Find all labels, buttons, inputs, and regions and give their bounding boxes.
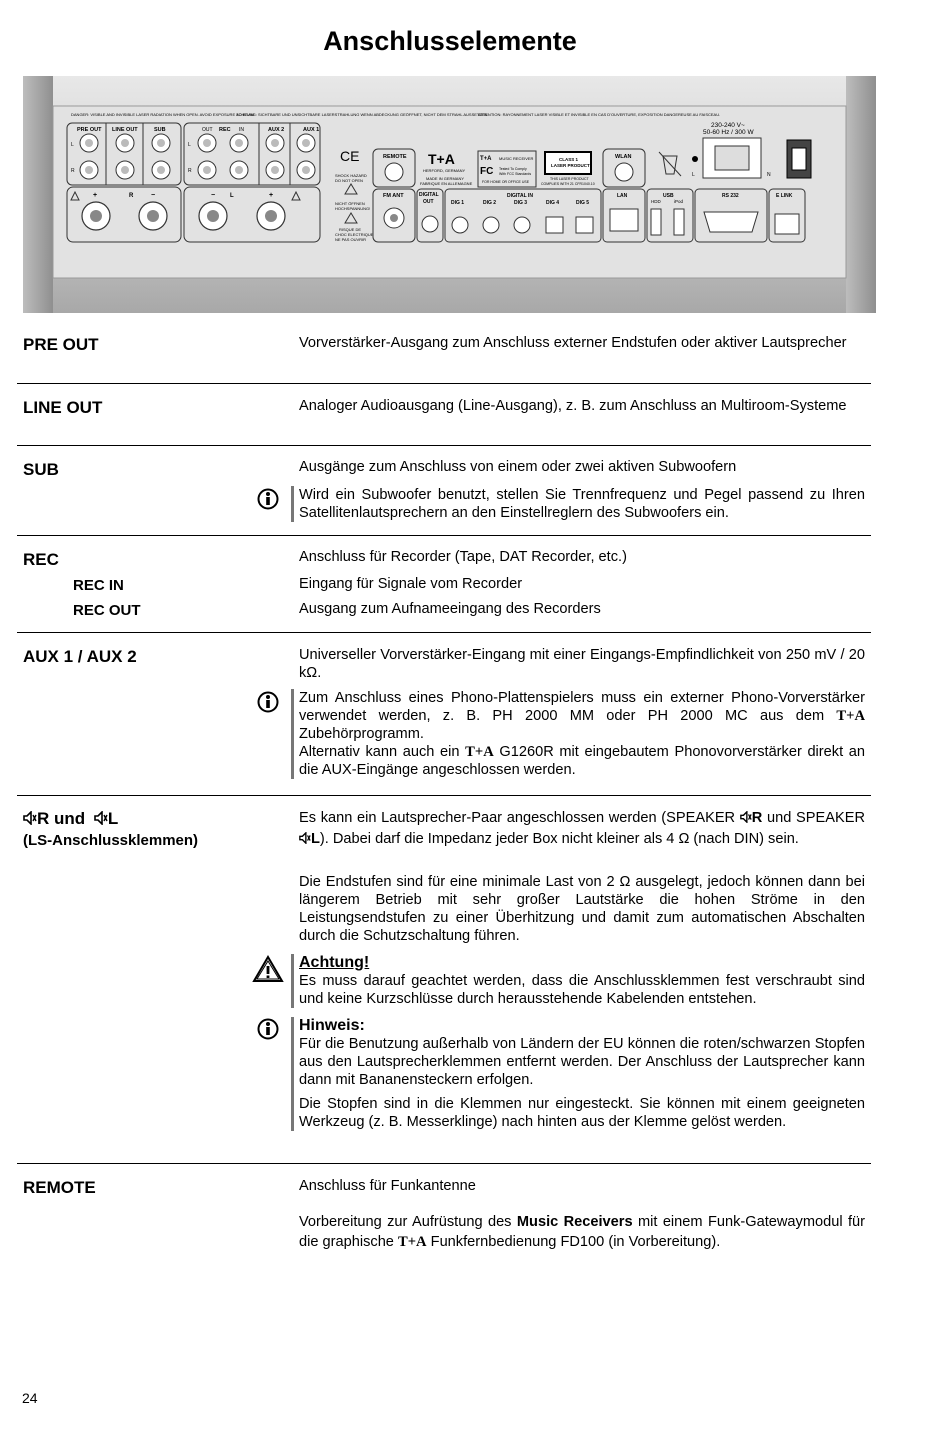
- section-text-pre-out: Vorverstärker-Ausgang zum Anschluss externer Endstufen oder aktiver Lautsprecher: [299, 335, 847, 351]
- page-number: 24: [22, 1390, 38, 1406]
- sub-panel-label: SUB: [154, 127, 166, 133]
- speaker-icon: [299, 832, 311, 844]
- channel-r-rec: R: [188, 168, 192, 174]
- remote-panel-label: REMOTE: [383, 154, 407, 160]
- digital-in-label: DIGITAL IN: [507, 193, 533, 199]
- mains-voltage: 230-240 V~: [711, 122, 745, 129]
- info-icon: [257, 1018, 279, 1040]
- mains-n: N: [767, 172, 771, 178]
- warning-text: Es muss darauf geachtet werden, dass die Anschlussklemmen fest verschraubt sind und keine Kurzschlüsse durch herausstehende Kabelenden entstehen.: [299, 973, 865, 1007]
- dig4-label: DIG 4: [546, 200, 560, 206]
- page-title: Anschlusselemente: [323, 26, 577, 56]
- rs232-panel-label: RS 232: [722, 193, 739, 199]
- rec-out-label: REC OUT: [73, 602, 141, 619]
- section-label-speakers-sub: (LS-Anschlussklemmen): [23, 832, 199, 849]
- line-out-panel-label: LINE OUT: [112, 127, 138, 133]
- speakers-p1-a: Es kann ein Lautsprecher-Paar angeschlossen werden (SPEAKER: [299, 810, 736, 826]
- nicht-oeffnen-2: HOCHSPANNUNG!: [335, 206, 371, 211]
- remote-p2-c: Funkfernbedienung FD100 (in Vorbereitung).: [430, 1233, 721, 1250]
- warning-note: [291, 954, 865, 1008]
- speaker-icon: [23, 811, 37, 825]
- brand-logo: T+A: [465, 744, 494, 760]
- section-text-line-out: Analoger Audioausgang (Line-Ausgang), z. B. zum Anschluss an Multiroom-Systeme: [299, 398, 847, 414]
- section-text-sub: Ausgänge zum Anschluss von einem oder zwei aktiven Subwoofern: [299, 459, 737, 475]
- laser-comply-1: THIS LASER PRODUCT: [550, 177, 589, 181]
- dig1-label: DIG 1: [451, 200, 465, 206]
- warning-achtung: ACHTUNG: SICHTBARE UND UNSICHTBARE LASERSTRAHLUNG WENN ABDECKUNG GEÖFFNET, NICHT DEM STRAHL AUSSETZEN.: [236, 112, 489, 117]
- hint-p1: Für die Benutzung außerhalb von Ländern der EU können die roten/schwarzen Stopfen aus den Lautsprecherklemmen entfernt werden. Der Anschluss der Lautsprecher kann dann mit Bananensteckern erfolgen.: [299, 1036, 865, 1088]
- rec-in-panel-label: IN: [239, 127, 244, 133]
- remote-p2-bold: Music Receivers: [516, 1214, 633, 1230]
- shock-hazard-2: DO NOT OPEN: [335, 178, 363, 183]
- rec-in-label: REC IN: [73, 577, 124, 594]
- note-aux: [291, 689, 865, 779]
- digital-out-1: DIGITAL: [419, 192, 439, 198]
- divider: [17, 535, 871, 536]
- fcc-1: Tested To Comply: [499, 167, 527, 171]
- brand-logo: T+A: [836, 708, 865, 724]
- channel-r-left: R: [71, 168, 75, 174]
- hint-p2: Die Stopfen sind in die Klemmen nur eingesteckt. Sie können mit einem geeigneten Werkzeug (z. B. Messerklinge) nach hinten aus der Klemme gelöst werden.: [299, 1096, 865, 1130]
- section-label-speakers: [23, 809, 118, 829]
- note-aux-2-end: G1260R mit eingebautem Phonovorverstärker direkt an die AUX-Eingänge angeschlossen werden.: [299, 744, 865, 778]
- section-label-remote: REMOTE: [23, 1178, 96, 1197]
- elink-panel-label: E LINK: [776, 193, 793, 199]
- rec-in-text: Eingang für Signale vom Recorder: [299, 576, 523, 592]
- section-label-rec: REC: [23, 550, 59, 569]
- risque-2: CHOC ELECTRIQUE: [335, 232, 374, 237]
- warning-title: Achtung!: [299, 954, 370, 971]
- note-aux-1-end: Zubehörprogramm.: [299, 726, 424, 742]
- digital-out-2: OUT: [423, 199, 434, 205]
- channel-l-left: L: [71, 142, 74, 148]
- warning-danger: DANGER: VISIBLE AND INVISIBLE LASER RADIATION WHEN OPEN. AVOID EXPOSURE TO BEAM.: [71, 112, 256, 117]
- laser-comply-2: COMPLIES WITH 21 CFR1040.10: [541, 182, 595, 186]
- note-sub: Wird ein Subwoofer benutzt, stellen Sie Trennfrequenz und Pegel passend zu Ihren Satellitenlautsprechern an den Einstellreglern des Subwoofers ein.: [291, 486, 865, 522]
- speakers-p2: Die Endstufen sind für eine minimale Last von 2 Ω ausgelegt, jedoch können dann bei längerem Betrieb mit sehr großer Lautstärke die hohen Ströme in den Leistungsendstufen zu einer Überhitzung und damit zum automatischen Abschalten durch die Schutzschaltung führen.: [299, 874, 865, 944]
- ipod-label: iPod: [674, 199, 684, 204]
- hdd-label: HDD: [651, 199, 661, 204]
- section-text-remote: Anschluss für Funkantenne: [299, 1178, 476, 1194]
- speaker-icon: [94, 811, 108, 825]
- lan-panel-label: LAN: [617, 193, 628, 199]
- speakers-p1-l: L: [311, 831, 320, 847]
- speaker-r-label: R und: [37, 809, 86, 828]
- speakers-p1-b: und SPEAKER: [767, 810, 865, 826]
- rear-panel-illustration: [23, 76, 876, 313]
- mains-freq: 50-60 Hz / 300 W: [703, 129, 754, 136]
- fcc-3: FOR HOME OR OFFICE USE: [482, 180, 530, 184]
- rec-out-text: Ausgang zum Aufnameeingang des Recorders: [299, 601, 601, 617]
- speaker-r-plus: +: [93, 192, 98, 199]
- speaker-l-mark: L: [230, 193, 234, 199]
- herford-label: HERFORD, GERMANY: [423, 168, 466, 173]
- risque-3: NE PAS OUVRIR: [335, 237, 367, 242]
- brand-logo: T+A: [428, 151, 455, 167]
- note-aux-1: Zum Anschluss eines Phono-Plattenspielers muss ein externer Phono-Vorverstärker verwendet werden, z. B. PH 2000 MM oder PH 2000 MC aus dem: [299, 690, 865, 724]
- divider: [17, 1163, 871, 1164]
- made-in-germany: MADE IN GERMANY: [426, 176, 465, 181]
- divider: [17, 632, 871, 633]
- remote-p2: [299, 1213, 865, 1252]
- speaker-l-label: L: [107, 809, 119, 828]
- divider: [17, 383, 871, 384]
- aux1-panel-label: AUX 1: [303, 127, 320, 133]
- section-text-aux: Universeller Vorverstärker-Eingang mit einer Eingangs-Empfindlichkeit von 250 mV / 20 kΩ.: [299, 647, 865, 681]
- note-aux-2: Alternativ kann auch ein: [299, 744, 460, 760]
- section-text-rec: Anschluss für Recorder (Tape, DAT Recorder, etc.): [299, 549, 627, 565]
- dig2-label: DIG 2: [483, 200, 497, 206]
- speaker-l-plus: +: [269, 192, 274, 199]
- dig3-label: DIG 3: [514, 200, 528, 206]
- speaker-icon: [740, 811, 752, 823]
- dig5-label: DIG 5: [576, 200, 590, 206]
- aux2-panel-label: AUX 2: [268, 127, 285, 133]
- speaker-r-mark: R: [129, 193, 134, 199]
- rec-panel-label: REC: [219, 127, 231, 133]
- info-icon: [257, 691, 279, 713]
- pre-out-panel-label: PRE OUT: [77, 127, 102, 133]
- divider: [17, 795, 871, 796]
- divider: [17, 445, 871, 446]
- ce-mark: CE: [340, 148, 360, 164]
- risque-1: RISQUE DE: [339, 227, 362, 232]
- fcc-2: With FCC Standards: [499, 172, 532, 176]
- class1-2: LASER PRODUCT: [551, 163, 590, 168]
- usb-panel-label: USB: [663, 193, 674, 199]
- info-icon: [257, 488, 279, 510]
- remote-p2-b: mit einem Funk-Gatewaymodul für die graphische: [299, 1214, 865, 1250]
- nicht-oeffnen-1: NICHT ÖFFNEN: [335, 201, 365, 206]
- fabrique-en-allemagne: FABRIQUE EN ALLEMAGNE: [420, 181, 473, 186]
- rec-out-panel-label: OUT: [202, 127, 213, 133]
- speakers-p1: [299, 808, 865, 850]
- speakers-p1-c: ). Dabei darf die Impedanz jeder Box nicht kleiner als 4 Ω (nach DIN) sein.: [319, 831, 799, 847]
- section-label-aux: AUX 1 / AUX 2: [23, 647, 137, 666]
- speaker-r-minus: −: [151, 192, 156, 199]
- fm-ant-panel-label: FM ANT: [383, 193, 404, 199]
- shock-hazard-1: SHOCK HAZARD: [335, 173, 367, 178]
- warning-attention: ATTENTION: RAYONNEMENT LASER VISIBLE ET INVISIBLE EN CAS D'OUVERTURE, EXPOSITION DANGEREUSE AU FAISCEAU.: [478, 112, 721, 117]
- fc-mark: FC: [480, 166, 494, 177]
- section-label-line-out: LINE OUT: [23, 398, 103, 417]
- class1-1: CLASS 1: [559, 157, 579, 162]
- hint-title: Hinweis:: [299, 1017, 365, 1034]
- channel-l-rec: L: [188, 142, 191, 148]
- warning-icon: [252, 955, 284, 983]
- label-brand-small: T+A: [480, 156, 492, 162]
- hint-note: [291, 1017, 865, 1131]
- section-label-pre-out: PRE OUT: [23, 335, 99, 354]
- speaker-l-minus: −: [211, 192, 216, 199]
- remote-p2-a: Vorbereitung zur Aufrüstung des: [299, 1214, 512, 1230]
- brand-logo: T+A: [398, 1233, 427, 1250]
- mains-l: L: [692, 172, 695, 178]
- music-receiver-label: MUSIC RECEIVER: [499, 156, 534, 161]
- section-label-sub: SUB: [23, 460, 59, 479]
- wlan-panel-label: WLAN: [615, 154, 632, 160]
- speakers-p1-r: R: [751, 810, 763, 826]
